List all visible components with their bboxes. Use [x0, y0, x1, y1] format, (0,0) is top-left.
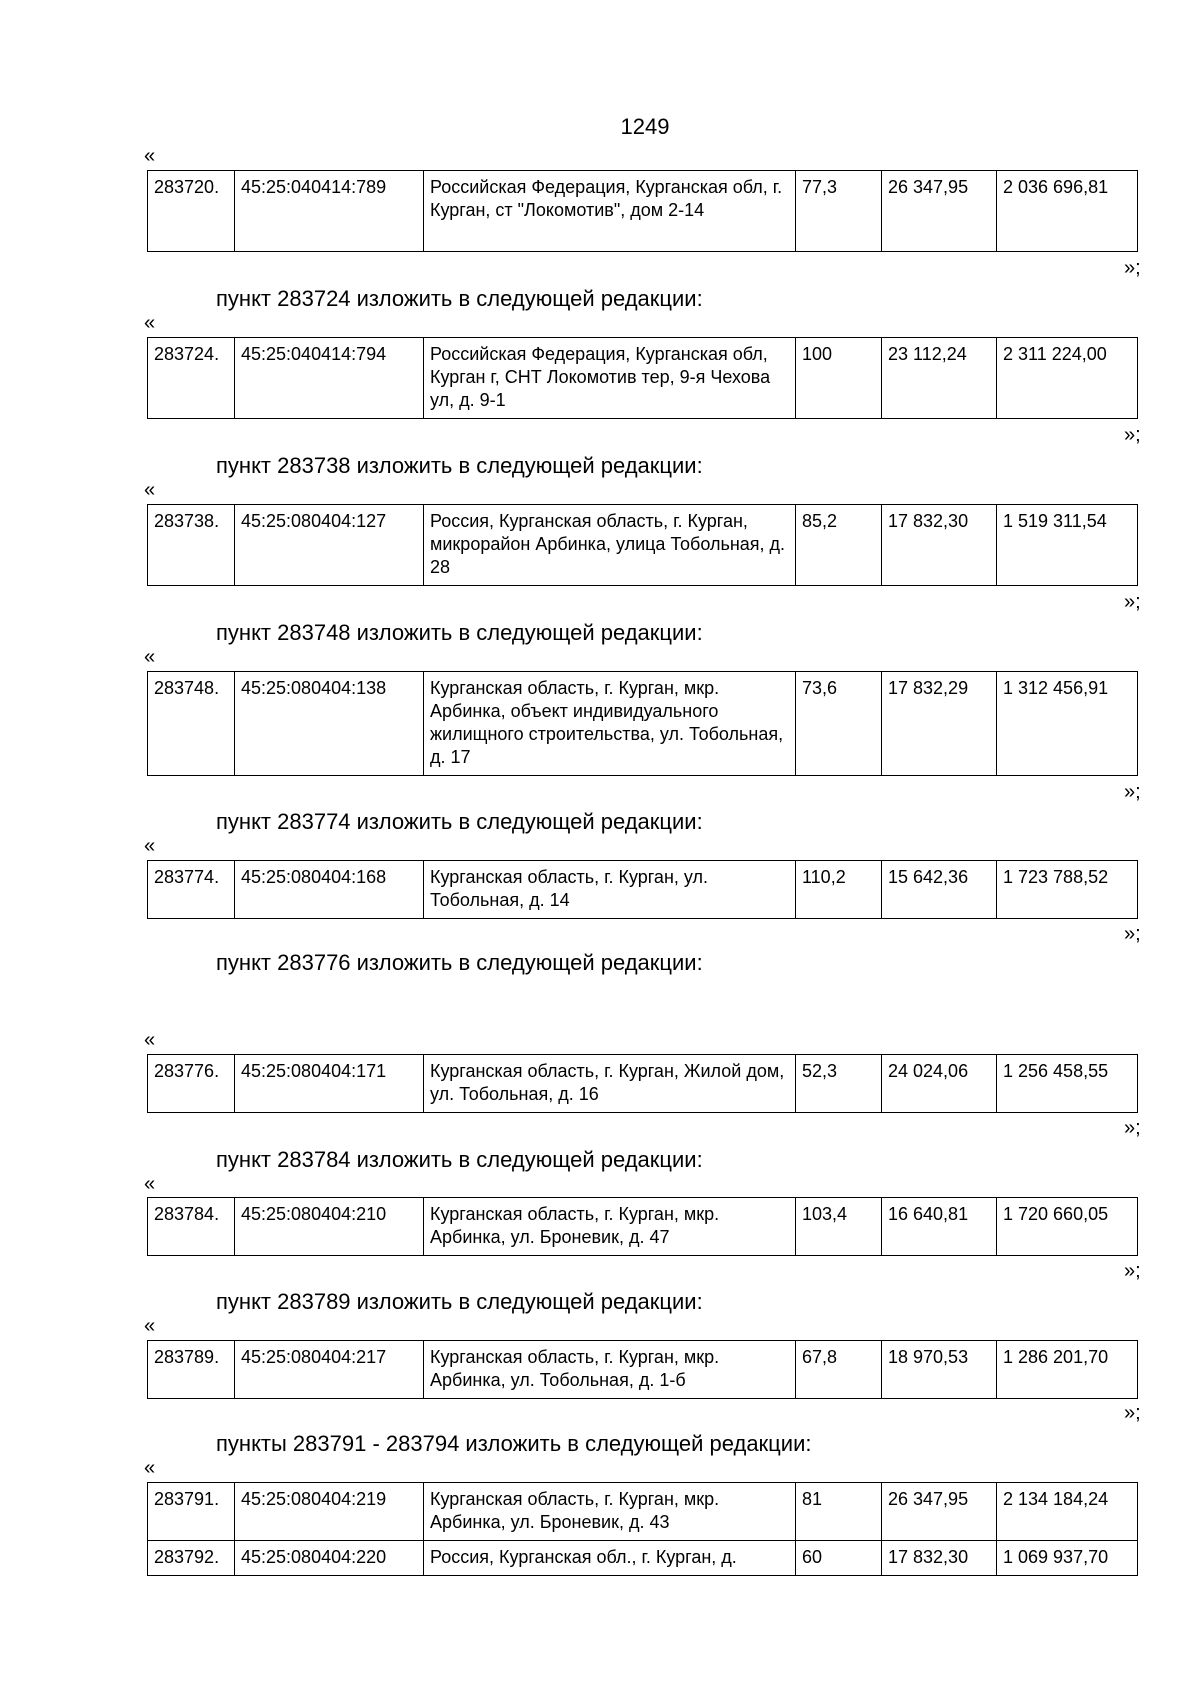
amendment-instruction: пункт 283784 изложить в следующей редакции: — [216, 1147, 703, 1172]
registry-table — [147, 671, 1138, 776]
table-row — [148, 505, 1138, 586]
table-row — [148, 1198, 1138, 1256]
opening-quote: « — [144, 1029, 156, 1051]
cell-address: Курганская область, г. Курган, мкр. Арбинка, ул. Тобольная, д. 1-б — [424, 1341, 796, 1399]
cell-total: 1 519 311,54 — [997, 505, 1138, 586]
cell-cadastral: 45:25:080404:219 — [235, 1483, 424, 1541]
cell-total: 1 069 937,70 — [997, 1541, 1138, 1576]
cell-number: 283774. — [148, 861, 235, 919]
closing-quote: »; — [1124, 424, 1141, 446]
cell-total: 1 723 788,52 — [997, 861, 1138, 919]
cell-cadastral: 45:25:080404:138 — [235, 672, 424, 776]
table-row — [148, 861, 1138, 919]
cell-area: 67,8 — [796, 1341, 882, 1399]
table-row — [148, 1055, 1138, 1113]
cell-price: 24 024,06 — [882, 1055, 997, 1113]
table-row — [148, 672, 1138, 776]
opening-quote: « — [144, 312, 156, 334]
cell-area: 60 — [796, 1541, 882, 1576]
cell-cadastral: 45:25:080404:171 — [235, 1055, 424, 1113]
amendment-instruction: пункт 283774 изложить в следующей редакции: — [216, 809, 703, 834]
cell-number: 283776. — [148, 1055, 235, 1113]
table-row — [148, 1541, 1138, 1576]
cell-total: 1 720 660,05 — [997, 1198, 1138, 1256]
cell-address: Курганская область, г. Курган, мкр. Арбинка, объект индивидуального жилищного строительства, ул. Тобольная, д. 17 — [424, 672, 796, 776]
registry-table — [147, 1197, 1138, 1256]
cell-total: 2 311 224,00 — [997, 338, 1138, 419]
cell-address: Россия, Курганская область, г. Курган, микрорайон Арбинка, улица Тобольная, д. 28 — [424, 505, 796, 586]
closing-quote: »; — [1124, 591, 1141, 613]
closing-quote: »; — [1124, 1402, 1141, 1424]
cell-cadastral: 45:25:080404:220 — [235, 1541, 424, 1576]
cell-area: 110,2 — [796, 861, 882, 919]
cell-number: 283792. — [148, 1541, 235, 1576]
amendment-instruction: пункты 283791 - 283794 изложить в следующей редакции: — [216, 1431, 812, 1456]
cell-address: Курганская область, г. Курган, ул. Тобольная, д. 14 — [424, 861, 796, 919]
opening-quote: « — [144, 1457, 156, 1479]
cell-price: 26 347,95 — [882, 1483, 997, 1541]
cell-total: 2 134 184,24 — [997, 1483, 1138, 1541]
table-row — [148, 1341, 1138, 1399]
closing-quote: »; — [1124, 923, 1141, 945]
cell-area: 103,4 — [796, 1198, 882, 1256]
registry-table — [147, 1482, 1138, 1576]
cell-cadastral: 45:25:080404:127 — [235, 505, 424, 586]
cell-address: Курганская область, г. Курган, мкр. Арбинка, ул. Броневик, д. 43 — [424, 1483, 796, 1541]
cell-number: 283784. — [148, 1198, 235, 1256]
registry-table — [147, 170, 1138, 252]
cell-number: 283720. — [148, 171, 235, 252]
cell-area: 52,3 — [796, 1055, 882, 1113]
cell-total: 1 312 456,91 — [997, 672, 1138, 776]
table-row — [148, 1483, 1138, 1541]
cell-cadastral: 45:25:080404:210 — [235, 1198, 424, 1256]
registry-table — [147, 860, 1138, 919]
registry-table — [147, 1054, 1138, 1113]
cell-cadastral: 45:25:040414:789 — [235, 171, 424, 252]
amendment-instruction: пункт 283738 изложить в следующей редакции: — [216, 453, 703, 478]
closing-quote: »; — [1124, 257, 1141, 279]
amendment-instruction: пункт 283789 изложить в следующей редакции: — [216, 1289, 703, 1314]
cell-price: 26 347,95 — [882, 171, 997, 252]
cell-total: 1 286 201,70 — [997, 1341, 1138, 1399]
cell-price: 17 832,30 — [882, 1541, 997, 1576]
amendment-instruction: пункт 283724 изложить в следующей редакции: — [216, 286, 703, 311]
cell-cadastral: 45:25:080404:217 — [235, 1341, 424, 1399]
opening-quote: « — [144, 646, 156, 668]
opening-quote: « — [144, 1173, 156, 1195]
cell-area: 81 — [796, 1483, 882, 1541]
cell-address: Курганская область, г. Курган, мкр. Арбинка, ул. Броневик, д. 47 — [424, 1198, 796, 1256]
cell-price: 16 640,81 — [882, 1198, 997, 1256]
cell-price: 17 832,30 — [882, 505, 997, 586]
cell-address: Курганская область, г. Курган, Жилой дом, ул. Тобольная, д. 16 — [424, 1055, 796, 1113]
table-row — [148, 171, 1138, 252]
cell-area: 100 — [796, 338, 882, 419]
table-row — [148, 338, 1138, 419]
cell-address: Россия, Курганская обл., г. Курган, д. — [424, 1541, 796, 1576]
closing-quote: »; — [1124, 781, 1141, 803]
opening-quote: « — [144, 145, 156, 167]
cell-address: Российская Федерация, Курганская обл, Курган г, СНТ Локомотив тер, 9-я Чехова ул, д. 9-1 — [424, 338, 796, 419]
cell-price: 23 112,24 — [882, 338, 997, 419]
closing-quote: »; — [1124, 1117, 1141, 1139]
cell-number: 283748. — [148, 672, 235, 776]
cell-address: Российская Федерация, Курганская обл, г. Курган, ст "Локомотив", дом 2-14 — [424, 171, 796, 252]
cell-number: 283791. — [148, 1483, 235, 1541]
registry-table — [147, 337, 1138, 419]
cell-price: 15 642,36 — [882, 861, 997, 919]
registry-table — [147, 504, 1138, 586]
cell-cadastral: 45:25:040414:794 — [235, 338, 424, 419]
cell-number: 283789. — [148, 1341, 235, 1399]
opening-quote: « — [144, 479, 156, 501]
closing-quote: »; — [1124, 1260, 1141, 1282]
amendment-instruction: пункт 283748 изложить в следующей редакции: — [216, 620, 703, 645]
cell-number: 283738. — [148, 505, 235, 586]
cell-area: 85,2 — [796, 505, 882, 586]
cell-price: 17 832,29 — [882, 672, 997, 776]
cell-cadastral: 45:25:080404:168 — [235, 861, 424, 919]
cell-price: 18 970,53 — [882, 1341, 997, 1399]
cell-area: 77,3 — [796, 171, 882, 252]
cell-total: 2 036 696,81 — [997, 171, 1138, 252]
cell-area: 73,6 — [796, 672, 882, 776]
page-number: 1249 — [620, 114, 670, 139]
cell-number: 283724. — [148, 338, 235, 419]
opening-quote: « — [144, 1315, 156, 1337]
registry-table — [147, 1340, 1138, 1399]
opening-quote: « — [144, 835, 156, 857]
cell-total: 1 256 458,55 — [997, 1055, 1138, 1113]
amendment-instruction: пункт 283776 изложить в следующей редакции: — [216, 950, 703, 975]
